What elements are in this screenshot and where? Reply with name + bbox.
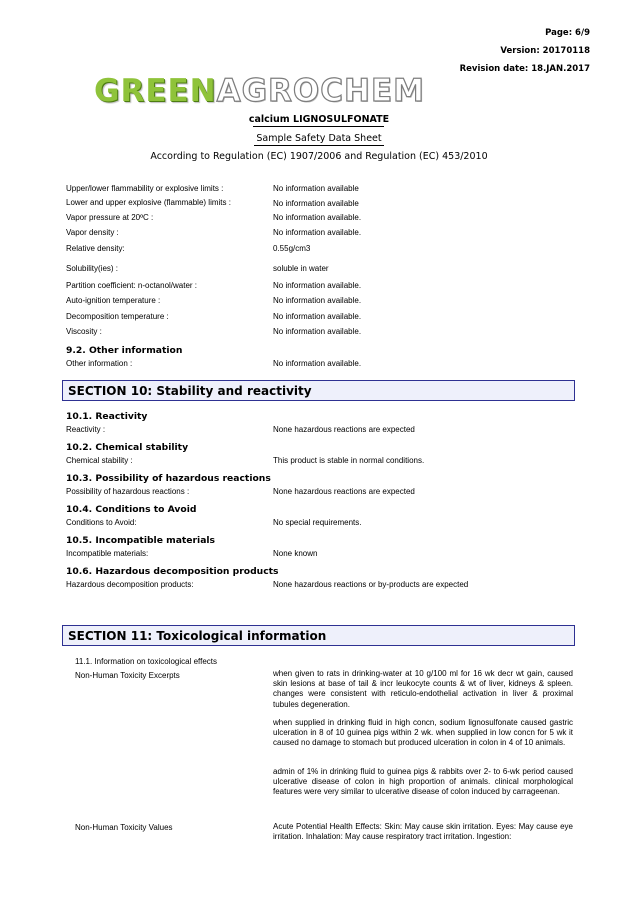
property-label: Relative density: [66,244,125,253]
document-type: Sample Safety Data Sheet [256,133,382,144]
subsection-heading: 10.1. Reactivity [66,411,148,422]
subsection-heading: 10.3. Possibility of hazardous reactions [66,473,271,484]
property-value: No information available. [273,228,362,237]
subsection-label: Conditions to Avoid: [66,518,137,527]
other-info-heading: 9.2. Other information [66,345,183,356]
product-name-underline [253,126,384,127]
subsection-label: Reactivity : [66,425,106,434]
property-value: No information available. [273,327,362,336]
property-label: Vapor pressure at 20ºC : [66,213,154,222]
property-label: Partition coefficient: n-octanol/water : [66,281,198,290]
property-value: No information available. [273,296,362,305]
property-value: No information available. [273,213,362,222]
property-value: 0.55g/cm3 [273,244,311,253]
property-value: No information available [273,184,359,193]
subsection-value: No special requirements. [273,518,362,527]
property-label: Decomposition temperature : [66,312,169,321]
subsection-value: This product is stable in normal conditions. [273,456,425,465]
toxicity-values-label: Non-Human Toxicity Values [75,823,173,832]
subsection-value: None known [273,549,318,558]
section-11-title: SECTION 11: Toxicological information [68,629,327,643]
section-10-title: SECTION 10: Stability and reactivity [68,384,312,398]
page-number: Page: 6/9 [545,28,590,38]
document-type-underline [254,145,384,146]
subsection-label: Incompatible materials: [66,549,149,558]
subsection-label: Hazardous decomposition products: [66,580,194,589]
logo-agrochem-text: AGROCHEM [216,73,426,109]
revision-date: Revision date: 18.JAN.2017 [459,64,590,74]
property-label: Auto-ignition temperature : [66,296,161,305]
property-value: No information available. [273,312,362,321]
property-value: No information available. [273,281,362,290]
section-10-header [62,380,575,401]
subsection-heading: 10.5. Incompatible materials [66,535,216,546]
excerpt-paragraph: admin of 1% in drinking fluid to guinea pigs & rabbits over 2- to 6-wk period caused ulcerative disease of colon in high proportion of animals. clinical morphological features were very similar to ulcerative disease of colon induced by carrageenan. [273,767,573,797]
subsection-label: Possibility of hazardous reactions : [66,487,190,496]
property-label: Vapor density : [66,228,119,237]
company-logo [94,74,425,108]
property-label: Upper/lower flammability or explosive limits : [66,184,224,193]
property-label: Lower and upper explosive (flammable) limits : [66,198,231,207]
other-info-label: Other information : [66,359,133,368]
property-label: Viscosity : [66,327,102,336]
other-info-value: No information available. [273,359,362,368]
subsection-heading: 10.2. Chemical stability [66,442,189,453]
regulation-line: According to Regulation (EC) 1907/2006 and Regulation (EC) 453/2010 [150,151,488,162]
subsection-value: None hazardous reactions are expected [273,425,415,434]
property-label: Solubility(ies) : [66,264,119,273]
section-11-header [62,625,575,646]
toxicology-subheading: 11.1. Information on toxicological effects [75,657,218,666]
logo-green-text: GREEN [94,73,217,109]
product-name: calcium LIGNOSULFONATE [248,114,390,125]
property-value: No information available [273,199,359,208]
version: Version: 20170118 [500,46,590,56]
excerpt-paragraph: when supplied in drinking fluid in high concn, sodium lignosulfonate caused gastric ulceration in 8 of 10 guinea pigs within 2 wk. when supplied in low concn for 5 wk it caused no damage to stomach but produced ulceration in colon in 4 of 10 animals. [273,718,573,748]
subsection-heading: 10.4. Conditions to Avoid [66,504,197,515]
subsection-value: None hazardous reactions or by-products are expected [273,580,469,589]
property-value: soluble in water [273,264,329,273]
toxicity-values-text: Acute Potential Health Effects: Skin: May cause skin irritation. Eyes: May cause eye irritation. Inhalation: May cause respiratory tract irritation. Ingestion: [273,822,573,842]
subsection-value: None hazardous reactions are expected [273,487,415,496]
subsection-label: Chemical stability : [66,456,133,465]
excerpts-label: Non-Human Toxicity Excerpts [75,671,180,680]
subsection-heading: 10.6. Hazardous decomposition products [66,566,279,577]
excerpt-paragraph: when given to rats in drinking-water at 10 g/100 ml for 16 wk decr wt gain, caused skin lesions at base of tail & incr leukocyte counts & wt of liver, kidneys & spleen. changes were consistent with reticulo-endothelial activation in liver & proximal tubules degeneration. [273,669,573,709]
